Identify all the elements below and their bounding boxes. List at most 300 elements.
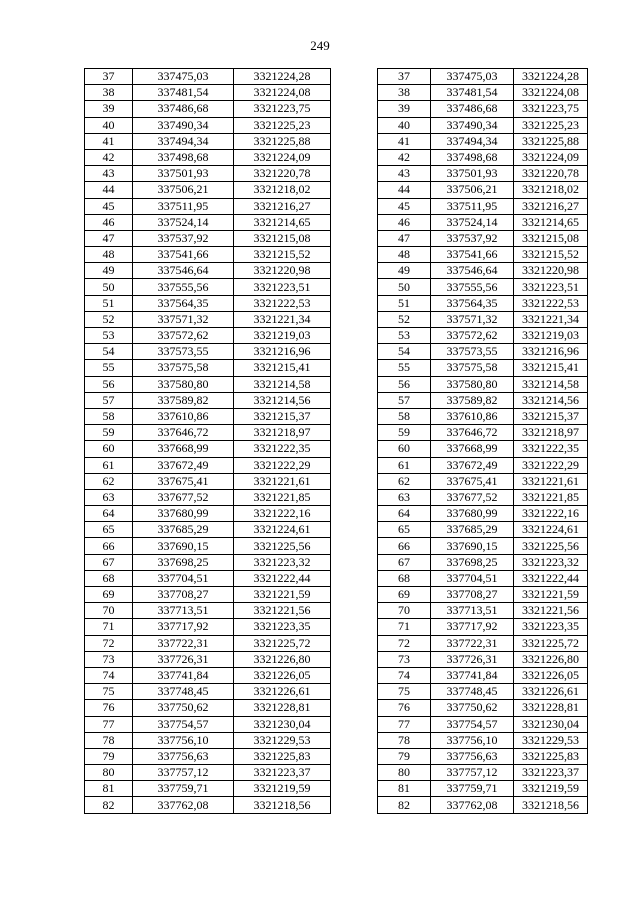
y-coordinate-cell: 3321215,37 — [514, 408, 588, 424]
y-coordinate-cell: 3321215,52 — [234, 247, 331, 263]
point-number-cell: 68 — [378, 570, 431, 586]
point-number-cell: 52 — [85, 311, 133, 327]
x-coordinate-cell: 337571,32 — [133, 311, 234, 327]
point-number-cell: 73 — [85, 651, 133, 667]
point-number-cell: 40 — [85, 117, 133, 133]
x-coordinate-cell: 337717,92 — [431, 619, 514, 635]
point-number-cell: 64 — [378, 506, 431, 522]
x-coordinate-cell: 337756,63 — [133, 748, 234, 764]
x-coordinate-cell: 337486,68 — [431, 101, 514, 117]
y-coordinate-cell: 3321216,96 — [514, 344, 588, 360]
y-coordinate-cell: 3321218,56 — [234, 797, 331, 813]
point-number-cell: 82 — [85, 797, 133, 813]
y-coordinate-cell: 3321215,08 — [234, 230, 331, 246]
x-coordinate-cell: 337741,84 — [133, 667, 234, 683]
y-coordinate-cell: 3321223,75 — [514, 101, 588, 117]
point-number-cell: 67 — [85, 554, 133, 570]
point-number-cell: 40 — [378, 117, 431, 133]
point-number-cell: 42 — [85, 149, 133, 165]
point-number-cell: 60 — [378, 441, 431, 457]
x-coordinate-cell: 337481,54 — [431, 85, 514, 101]
table-row — [378, 425, 588, 441]
table-row — [378, 133, 588, 149]
y-coordinate-cell: 3321221,56 — [234, 603, 331, 619]
point-number-cell: 81 — [85, 781, 133, 797]
y-coordinate-cell: 3321225,88 — [514, 133, 588, 149]
y-coordinate-cell: 3321225,72 — [514, 635, 588, 651]
point-number-cell: 52 — [378, 311, 431, 327]
y-coordinate-cell: 3321223,35 — [234, 619, 331, 635]
x-coordinate-cell: 337722,31 — [133, 635, 234, 651]
y-coordinate-cell: 3321226,61 — [514, 684, 588, 700]
y-coordinate-cell: 3321224,61 — [514, 522, 588, 538]
x-coordinate-cell: 337726,31 — [133, 651, 234, 667]
table-row — [378, 489, 588, 505]
point-number-cell: 75 — [378, 684, 431, 700]
table-row — [378, 748, 588, 764]
y-coordinate-cell: 3321222,16 — [234, 506, 331, 522]
point-number-cell: 47 — [85, 230, 133, 246]
coordinates-table-right — [377, 68, 588, 814]
table-row — [378, 570, 588, 586]
table-row — [85, 69, 331, 85]
table-row — [378, 457, 588, 473]
x-coordinate-cell: 337756,10 — [133, 732, 234, 748]
point-number-cell: 51 — [85, 295, 133, 311]
table-row — [85, 263, 331, 279]
x-coordinate-cell: 337690,15 — [431, 538, 514, 554]
table-row — [378, 684, 588, 700]
x-coordinate-cell: 337690,15 — [133, 538, 234, 554]
point-number-cell: 61 — [378, 457, 431, 473]
x-coordinate-cell: 337748,45 — [431, 684, 514, 700]
table-row — [85, 441, 331, 457]
y-coordinate-cell: 3321225,88 — [234, 133, 331, 149]
point-number-cell: 54 — [378, 344, 431, 360]
table-row — [85, 328, 331, 344]
y-coordinate-cell: 3321223,51 — [234, 279, 331, 295]
x-coordinate-cell: 337564,35 — [431, 295, 514, 311]
x-coordinate-cell: 337541,66 — [431, 247, 514, 263]
point-number-cell: 65 — [85, 522, 133, 538]
y-coordinate-cell: 3321221,34 — [234, 311, 331, 327]
x-coordinate-cell: 337575,58 — [133, 360, 234, 376]
x-coordinate-cell: 337713,51 — [431, 603, 514, 619]
point-number-cell: 43 — [85, 166, 133, 182]
x-coordinate-cell: 337541,66 — [133, 247, 234, 263]
table-row — [378, 101, 588, 117]
point-number-cell: 69 — [85, 587, 133, 603]
point-number-cell: 42 — [378, 149, 431, 165]
x-coordinate-cell: 337698,25 — [431, 554, 514, 570]
point-number-cell: 68 — [85, 570, 133, 586]
y-coordinate-cell: 3321219,59 — [234, 781, 331, 797]
y-coordinate-cell: 3321221,56 — [514, 603, 588, 619]
y-coordinate-cell: 3321214,58 — [514, 376, 588, 392]
table-row — [85, 748, 331, 764]
point-number-cell: 56 — [85, 376, 133, 392]
table-row — [85, 133, 331, 149]
y-coordinate-cell: 3321222,29 — [514, 457, 588, 473]
x-coordinate-cell: 337675,41 — [133, 473, 234, 489]
y-coordinate-cell: 3321228,81 — [234, 700, 331, 716]
y-coordinate-cell: 3321224,09 — [234, 149, 331, 165]
y-coordinate-cell: 3321226,80 — [234, 651, 331, 667]
x-coordinate-cell: 337475,03 — [133, 69, 234, 85]
table-row — [85, 457, 331, 473]
y-coordinate-cell: 3321219,59 — [514, 781, 588, 797]
table-row — [378, 700, 588, 716]
table-row — [85, 198, 331, 214]
table-row — [378, 716, 588, 732]
point-number-cell: 39 — [85, 101, 133, 117]
table-row — [85, 781, 331, 797]
point-number-cell: 77 — [378, 716, 431, 732]
x-coordinate-cell: 337589,82 — [133, 392, 234, 408]
x-coordinate-cell: 337741,84 — [431, 667, 514, 683]
table-row — [378, 587, 588, 603]
table-row — [378, 344, 588, 360]
point-number-cell: 57 — [85, 392, 133, 408]
point-number-cell: 48 — [85, 247, 133, 263]
x-coordinate-cell: 337750,62 — [133, 700, 234, 716]
x-coordinate-cell: 337498,68 — [431, 149, 514, 165]
x-coordinate-cell: 337573,55 — [133, 344, 234, 360]
point-number-cell: 65 — [378, 522, 431, 538]
point-number-cell: 51 — [378, 295, 431, 311]
y-coordinate-cell: 3321228,81 — [514, 700, 588, 716]
y-coordinate-cell: 3321221,61 — [234, 473, 331, 489]
y-coordinate-cell: 3321223,32 — [234, 554, 331, 570]
table-row — [85, 392, 331, 408]
point-number-cell: 50 — [85, 279, 133, 295]
point-number-cell: 44 — [85, 182, 133, 198]
table-row — [378, 554, 588, 570]
table-row — [85, 538, 331, 554]
x-coordinate-cell: 337555,56 — [431, 279, 514, 295]
point-number-cell: 46 — [378, 214, 431, 230]
table-row — [378, 797, 588, 813]
point-number-cell: 48 — [378, 247, 431, 263]
y-coordinate-cell: 3321221,34 — [514, 311, 588, 327]
table-row — [85, 425, 331, 441]
point-number-cell: 78 — [378, 732, 431, 748]
table-row — [85, 473, 331, 489]
x-coordinate-cell: 337555,56 — [133, 279, 234, 295]
table-row — [85, 85, 331, 101]
y-coordinate-cell: 3321222,29 — [234, 457, 331, 473]
y-coordinate-cell: 3321225,23 — [234, 117, 331, 133]
x-coordinate-cell: 337762,08 — [133, 797, 234, 813]
y-coordinate-cell: 3321230,04 — [234, 716, 331, 732]
x-coordinate-cell: 337708,27 — [431, 587, 514, 603]
x-coordinate-cell: 337575,58 — [431, 360, 514, 376]
point-number-cell: 69 — [378, 587, 431, 603]
point-number-cell: 56 — [378, 376, 431, 392]
y-coordinate-cell: 3321214,56 — [234, 392, 331, 408]
point-number-cell: 76 — [85, 700, 133, 716]
x-coordinate-cell: 337610,86 — [133, 408, 234, 424]
table-row — [378, 360, 588, 376]
y-coordinate-cell: 3321225,56 — [514, 538, 588, 554]
table-row — [85, 554, 331, 570]
x-coordinate-cell: 337475,03 — [431, 69, 514, 85]
x-coordinate-cell: 337757,12 — [431, 765, 514, 781]
y-coordinate-cell: 3321220,98 — [514, 263, 588, 279]
table-row — [378, 538, 588, 554]
y-coordinate-cell: 3321221,61 — [514, 473, 588, 489]
point-number-cell: 37 — [378, 69, 431, 85]
y-coordinate-cell: 3321214,58 — [234, 376, 331, 392]
x-coordinate-cell: 337708,27 — [133, 587, 234, 603]
point-number-cell: 43 — [378, 166, 431, 182]
table-row — [85, 732, 331, 748]
y-coordinate-cell: 3321225,72 — [234, 635, 331, 651]
y-coordinate-cell: 3321215,08 — [514, 230, 588, 246]
table-row — [85, 506, 331, 522]
table-row — [378, 408, 588, 424]
table-row — [85, 684, 331, 700]
y-coordinate-cell: 3321225,56 — [234, 538, 331, 554]
table-row — [378, 247, 588, 263]
point-number-cell: 66 — [378, 538, 431, 554]
x-coordinate-cell: 337759,71 — [431, 781, 514, 797]
table-row — [85, 716, 331, 732]
y-coordinate-cell: 3321220,78 — [234, 166, 331, 182]
x-coordinate-cell: 337750,62 — [431, 700, 514, 716]
point-number-cell: 39 — [378, 101, 431, 117]
x-coordinate-cell: 337685,29 — [133, 522, 234, 538]
x-coordinate-cell: 337494,34 — [133, 133, 234, 149]
x-coordinate-cell: 337756,10 — [431, 732, 514, 748]
table-row — [378, 781, 588, 797]
table-row — [378, 473, 588, 489]
table-row — [85, 247, 331, 263]
point-number-cell: 58 — [378, 408, 431, 424]
point-number-cell: 50 — [378, 279, 431, 295]
y-coordinate-cell: 3321225,83 — [514, 748, 588, 764]
x-coordinate-cell: 337580,80 — [133, 376, 234, 392]
x-coordinate-cell: 337680,99 — [133, 506, 234, 522]
y-coordinate-cell: 3321218,97 — [234, 425, 331, 441]
point-number-cell: 70 — [85, 603, 133, 619]
y-coordinate-cell: 3321229,53 — [514, 732, 588, 748]
point-number-cell: 79 — [378, 748, 431, 764]
point-number-cell: 80 — [378, 765, 431, 781]
table-row — [85, 295, 331, 311]
table-row — [378, 198, 588, 214]
x-coordinate-cell: 337754,57 — [431, 716, 514, 732]
point-number-cell: 66 — [85, 538, 133, 554]
x-coordinate-cell: 337494,34 — [431, 133, 514, 149]
point-number-cell: 62 — [378, 473, 431, 489]
x-coordinate-cell: 337680,99 — [431, 506, 514, 522]
table-row — [85, 522, 331, 538]
x-coordinate-cell: 337511,95 — [431, 198, 514, 214]
point-number-cell: 73 — [378, 651, 431, 667]
table-row — [85, 182, 331, 198]
x-coordinate-cell: 337564,35 — [133, 295, 234, 311]
point-number-cell: 74 — [378, 667, 431, 683]
point-number-cell: 67 — [378, 554, 431, 570]
table-row — [85, 279, 331, 295]
table-row — [378, 651, 588, 667]
table-row — [378, 619, 588, 635]
y-coordinate-cell: 3321215,41 — [514, 360, 588, 376]
y-coordinate-cell: 3321218,97 — [514, 425, 588, 441]
point-number-cell: 37 — [85, 69, 133, 85]
y-coordinate-cell: 3321223,37 — [234, 765, 331, 781]
table-row — [378, 214, 588, 230]
table-row — [378, 667, 588, 683]
y-coordinate-cell: 3321224,61 — [234, 522, 331, 538]
x-coordinate-cell: 337698,25 — [133, 554, 234, 570]
x-coordinate-cell: 337668,99 — [431, 441, 514, 457]
x-coordinate-cell: 337486,68 — [133, 101, 234, 117]
x-coordinate-cell: 337610,86 — [431, 408, 514, 424]
table-row — [85, 603, 331, 619]
y-coordinate-cell: 3321218,02 — [514, 182, 588, 198]
x-coordinate-cell: 337762,08 — [431, 797, 514, 813]
table-row — [85, 489, 331, 505]
y-coordinate-cell: 3321220,98 — [234, 263, 331, 279]
x-coordinate-cell: 337573,55 — [431, 344, 514, 360]
x-coordinate-cell: 337511,95 — [133, 198, 234, 214]
point-number-cell: 44 — [378, 182, 431, 198]
x-coordinate-cell: 337490,34 — [431, 117, 514, 133]
table-row — [85, 651, 331, 667]
y-coordinate-cell: 3321224,28 — [514, 69, 588, 85]
x-coordinate-cell: 337713,51 — [133, 603, 234, 619]
point-number-cell: 62 — [85, 473, 133, 489]
point-number-cell: 72 — [378, 635, 431, 651]
x-coordinate-cell: 337677,52 — [431, 489, 514, 505]
y-coordinate-cell: 3321223,37 — [514, 765, 588, 781]
x-coordinate-cell: 337537,92 — [431, 230, 514, 246]
x-coordinate-cell: 337524,14 — [133, 214, 234, 230]
x-coordinate-cell: 337571,32 — [431, 311, 514, 327]
table-row — [378, 376, 588, 392]
y-coordinate-cell: 3321218,56 — [514, 797, 588, 813]
table-row — [85, 765, 331, 781]
y-coordinate-cell: 3321222,53 — [514, 295, 588, 311]
y-coordinate-cell: 3321226,61 — [234, 684, 331, 700]
y-coordinate-cell: 3321226,80 — [514, 651, 588, 667]
point-number-cell: 74 — [85, 667, 133, 683]
point-number-cell: 75 — [85, 684, 133, 700]
table-row — [378, 765, 588, 781]
y-coordinate-cell: 3321222,44 — [234, 570, 331, 586]
table-row — [378, 328, 588, 344]
table-row — [85, 214, 331, 230]
y-coordinate-cell: 3321222,16 — [514, 506, 588, 522]
y-coordinate-cell: 3321223,51 — [514, 279, 588, 295]
y-coordinate-cell: 3321223,32 — [514, 554, 588, 570]
y-coordinate-cell: 3321216,27 — [514, 198, 588, 214]
x-coordinate-cell: 337757,12 — [133, 765, 234, 781]
point-number-cell: 59 — [378, 425, 431, 441]
table-row — [378, 506, 588, 522]
point-number-cell: 71 — [378, 619, 431, 635]
table-row — [85, 635, 331, 651]
table-row — [378, 85, 588, 101]
y-coordinate-cell: 3321222,35 — [234, 441, 331, 457]
table-row — [85, 166, 331, 182]
y-coordinate-cell: 3321220,78 — [514, 166, 588, 182]
point-number-cell: 38 — [85, 85, 133, 101]
y-coordinate-cell: 3321229,53 — [234, 732, 331, 748]
table-row — [85, 587, 331, 603]
table-row — [85, 149, 331, 165]
point-number-cell: 63 — [85, 489, 133, 505]
point-number-cell: 49 — [378, 263, 431, 279]
x-coordinate-cell: 337589,82 — [431, 392, 514, 408]
x-coordinate-cell: 337759,71 — [133, 781, 234, 797]
y-coordinate-cell: 3321221,85 — [514, 489, 588, 505]
y-coordinate-cell: 3321222,53 — [234, 295, 331, 311]
point-number-cell: 46 — [85, 214, 133, 230]
x-coordinate-cell: 337704,51 — [431, 570, 514, 586]
table-row — [378, 603, 588, 619]
y-coordinate-cell: 3321223,75 — [234, 101, 331, 117]
table-row — [378, 263, 588, 279]
point-number-cell: 45 — [85, 198, 133, 214]
point-number-cell: 60 — [85, 441, 133, 457]
table-row — [378, 230, 588, 246]
y-coordinate-cell: 3321221,59 — [234, 587, 331, 603]
y-coordinate-cell: 3321224,08 — [234, 85, 331, 101]
page-number: 249 — [310, 38, 330, 53]
table-row — [378, 732, 588, 748]
table-row — [378, 392, 588, 408]
y-coordinate-cell: 3321215,41 — [234, 360, 331, 376]
y-coordinate-cell: 3321214,65 — [234, 214, 331, 230]
x-coordinate-cell: 337677,52 — [133, 489, 234, 505]
x-coordinate-cell: 337685,29 — [431, 522, 514, 538]
x-coordinate-cell: 337572,62 — [431, 328, 514, 344]
y-coordinate-cell: 3321230,04 — [514, 716, 588, 732]
x-coordinate-cell: 337668,99 — [133, 441, 234, 457]
y-coordinate-cell: 3321225,23 — [514, 117, 588, 133]
x-coordinate-cell: 337572,62 — [133, 328, 234, 344]
table-row — [85, 797, 331, 813]
y-coordinate-cell: 3321215,52 — [514, 247, 588, 263]
y-coordinate-cell: 3321214,65 — [514, 214, 588, 230]
x-coordinate-cell: 337754,57 — [133, 716, 234, 732]
y-coordinate-cell: 3321218,02 — [234, 182, 331, 198]
x-coordinate-cell: 337490,34 — [133, 117, 234, 133]
x-coordinate-cell: 337646,72 — [431, 425, 514, 441]
y-coordinate-cell: 3321226,05 — [514, 667, 588, 683]
y-coordinate-cell: 3321214,56 — [514, 392, 588, 408]
x-coordinate-cell: 337675,41 — [431, 473, 514, 489]
table-row — [85, 376, 331, 392]
x-coordinate-cell: 337498,68 — [133, 149, 234, 165]
point-number-cell: 82 — [378, 797, 431, 813]
table-row — [378, 166, 588, 182]
coordinates-table-left — [84, 68, 331, 814]
y-coordinate-cell: 3321224,28 — [234, 69, 331, 85]
table-row — [85, 667, 331, 683]
point-number-cell: 41 — [85, 133, 133, 149]
table-row — [378, 635, 588, 651]
x-coordinate-cell: 337501,93 — [431, 166, 514, 182]
y-coordinate-cell: 3321222,44 — [514, 570, 588, 586]
point-number-cell: 77 — [85, 716, 133, 732]
point-number-cell: 80 — [85, 765, 133, 781]
point-number-cell: 41 — [378, 133, 431, 149]
point-number-cell: 49 — [85, 263, 133, 279]
